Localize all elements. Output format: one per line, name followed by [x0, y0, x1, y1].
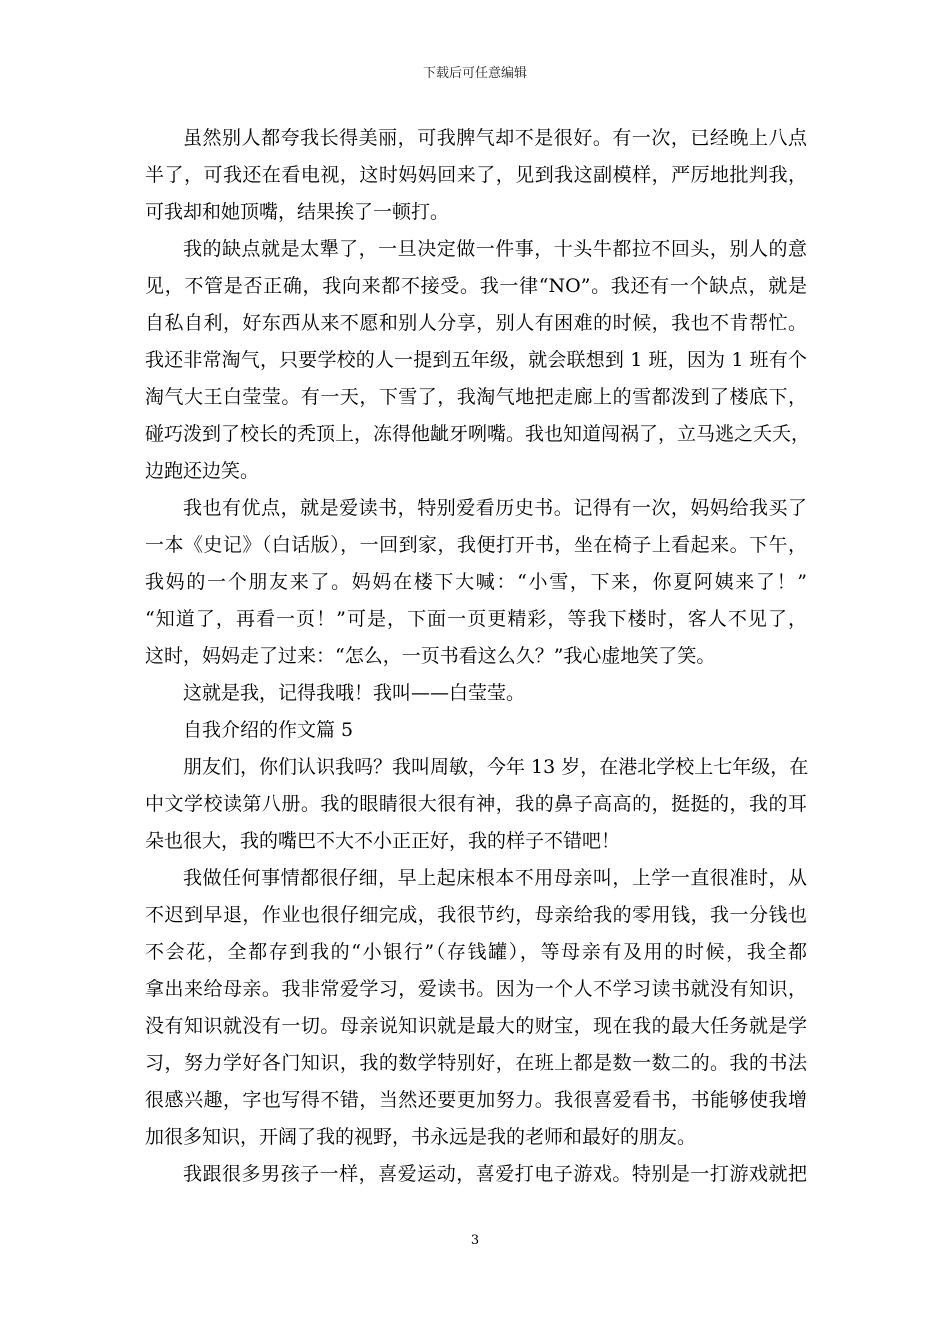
- text-line: 我做任何事情都很仔细，早上起床根本不用母亲叫，上学一直很准时，从: [183, 867, 807, 889]
- text-line: 不迟到早退，作业也很仔细完成，我很节约，母亲给我的零用钱，我一分钱也: [145, 904, 807, 926]
- text-line: 可我却和她顶嘴，结果挨了一顿打。: [145, 201, 450, 223]
- text-line: 我妈的一个朋友来了。妈妈在楼下大喊：“小雪，下来，你夏阿姨来了！”: [145, 571, 807, 593]
- text-line: 没有知识就没有一切。母亲说知识就是最大的财宝，现在我的最大任务就是学: [145, 1015, 807, 1037]
- text-line: 我也有优点，就是爱读书，特别爱看历史书。记得有一次，妈妈给我买了: [183, 497, 807, 519]
- text-line: 自私自利，好东西从来不愿和别人分享，别人有困难的时候，我也不肯帮忙。: [145, 312, 807, 334]
- text-line: 不会花，全都存到我的“小银行”（存钱罐），等母亲有及用的时候，我全都: [145, 941, 807, 963]
- text-line: 朋友们，你们认识我吗？我叫周敏，今年 13 岁，在港北学校上七年级，在: [183, 756, 809, 778]
- text-line: 我还非常淘气，只要学校的人一提到五年级，就会联想到 1 班，因为 1 班有个: [145, 349, 807, 371]
- text-line: 这时，妈妈走了过来：“怎么，一页书看这么久？”我心虚地笑了笑。: [145, 645, 716, 667]
- page-header: 下载后可任意编辑: [422, 66, 527, 81]
- text-line: 拿出来给母亲。我非常爱学习，爱读书。因为一个人不学习读书就没有知识，: [145, 978, 807, 1000]
- text-line: 加很多知识，开阔了我的视野，书永远是我的老师和最好的朋友。: [145, 1126, 697, 1148]
- text-line: 半了，可我还在看电视，这时妈妈回来了，见到我这副模样，严厉地批判我，: [145, 164, 807, 186]
- text-line: 边跑还边笑。: [145, 460, 260, 482]
- text-line: “知道了，再看一页！”可是，下面一页更精彩，等我下楼时，客人不见了，: [145, 608, 807, 630]
- document-body: [145, 120, 811, 1193]
- text-line: 见，不管是否正确，我向来都不接受。我一律“NO”。我还有一个缺点，就是: [145, 275, 807, 297]
- text-line: 碰巧泼到了校长的秃顶上，冻得他龇牙咧嘴。我也知道闯祸了，立马逃之夭夭，: [145, 423, 811, 445]
- page-number: 3: [470, 1233, 480, 1248]
- text-line: 习，努力学好各门知识，我的数学特别好，在班上都是数一数二的。我的书法: [145, 1052, 807, 1074]
- text-line: 我的缺点就是太犟了，一旦决定做一件事，十头牛都拉不回头，别人的意: [183, 238, 807, 260]
- text-line: 虽然别人都夸我长得美丽，可我脾气却不是很好。有一次，已经晚上八点: [183, 127, 807, 149]
- text-line: 朵也很大，我的嘴巴不大不小正正好，我的样子不错吧！: [145, 830, 621, 852]
- text-line: 很感兴趣，字也写得不错，当然还要更加努力。我很喜爱看书，书能够使我增: [145, 1089, 807, 1111]
- text-line: 我跟很多男孩子一样，喜爱运动，喜爱打电子游戏。特别是一打游戏就把: [183, 1163, 807, 1185]
- text-line: 淘气大王白莹莹。有一天，下雪了，我淘气地把走廊上的雪都泼到了楼底下，: [145, 386, 807, 408]
- section-heading: 自我介绍的作文篇 5: [183, 719, 354, 741]
- text-line: 一本《史记》（白话版），一回到家，我便打开书，坐在椅子上看起来。下午，: [145, 534, 807, 556]
- text-line: 中文学校读第八册。我的眼睛很大很有神，我的鼻子高高的，挺挺的，我的耳: [145, 793, 807, 815]
- text-line: 这就是我，记得我哦！我叫——白莹莹。: [183, 682, 526, 704]
